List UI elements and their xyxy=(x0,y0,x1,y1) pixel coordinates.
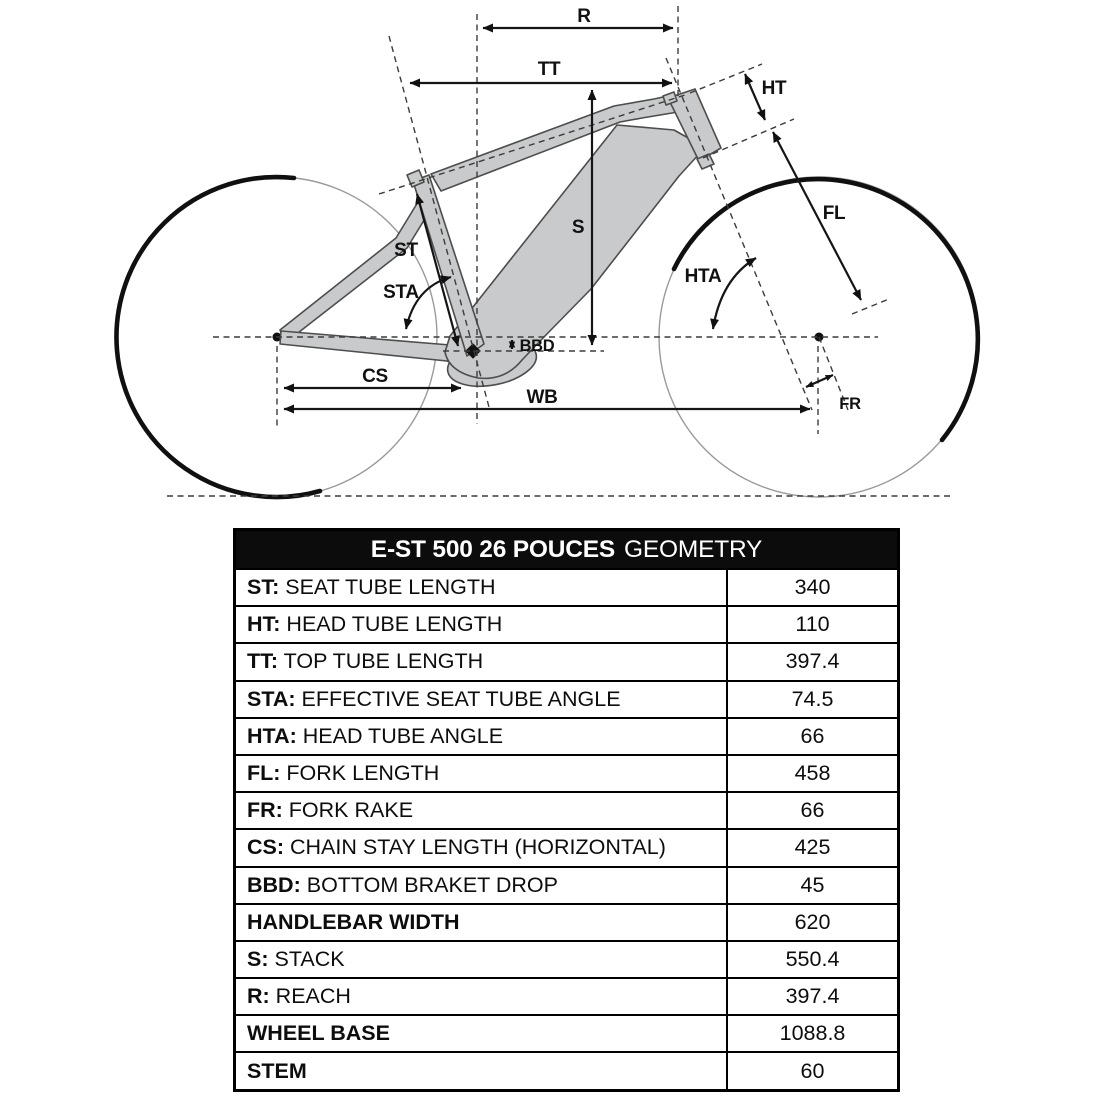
fork-rake-arrow xyxy=(806,375,833,387)
spec-label xyxy=(236,719,726,754)
spec-label-text: TOP TUBE LENGTH xyxy=(278,649,484,674)
spec-label-text: STACK xyxy=(268,946,345,971)
table-row xyxy=(236,903,897,940)
spec-label-text: FORK RAKE xyxy=(282,798,414,823)
spec-label-code: TT: xyxy=(247,649,279,674)
geometry-table xyxy=(233,528,900,1092)
spec-label-text: BOTTOM BRAKET DROP xyxy=(300,872,558,897)
label-wheel-base: WB xyxy=(526,387,558,408)
spec-label-code: S: xyxy=(247,946,269,971)
spec-value: 110 xyxy=(726,607,897,642)
spec-label-code: FL: xyxy=(247,761,281,786)
spec-label-text: CHAIN STAY LENGTH (HORIZONTAL) xyxy=(284,835,666,860)
label-fork-rake: FR xyxy=(839,395,861,413)
spec-label-code: HT: xyxy=(247,612,281,637)
spec-label xyxy=(236,1053,726,1088)
spec-label xyxy=(236,830,726,865)
table-row xyxy=(236,791,897,828)
spec-value: 620 xyxy=(726,905,897,940)
label-chain-stay: CS xyxy=(362,366,388,387)
table-row xyxy=(236,605,897,642)
spec-label-text: FORK LENGTH xyxy=(280,761,440,786)
spec-label xyxy=(236,644,726,679)
spec-label-code: HANDLEBAR WIDTH xyxy=(247,909,460,934)
spec-label-text: EFFECTIVE SEAT TUBE ANGLE xyxy=(295,686,621,711)
spec-value: 60 xyxy=(726,1053,897,1088)
spec-value: 397.4 xyxy=(726,644,897,679)
spec-label-text: SEAT TUBE LENGTH xyxy=(279,575,496,600)
label-seat-tube: ST xyxy=(394,240,418,261)
table-row xyxy=(236,1051,897,1088)
label-fork-length: FL xyxy=(822,203,846,224)
spec-value: 66 xyxy=(726,719,897,754)
table-row xyxy=(236,717,897,754)
table-title xyxy=(236,531,897,568)
spec-label xyxy=(236,793,726,828)
table-row xyxy=(236,866,897,903)
spec-label xyxy=(236,756,726,791)
table-title-suffix: GEOMETRY xyxy=(624,535,763,563)
bike-geometry-diagram xyxy=(0,0,1100,525)
spec-label xyxy=(236,682,726,717)
spec-label-code: HTA: xyxy=(247,723,297,748)
table-row xyxy=(236,754,897,791)
spec-label-code: WHEEL BASE xyxy=(247,1021,390,1046)
label-top-tube: TT xyxy=(537,59,561,80)
fork-end-tick xyxy=(852,299,889,314)
spec-value: 458 xyxy=(726,756,897,791)
spec-label xyxy=(236,905,726,940)
label-head-angle: HTA xyxy=(684,266,722,287)
seat-stays xyxy=(280,197,434,343)
spec-label-code: FR: xyxy=(247,798,283,823)
seat-tube xyxy=(413,175,484,356)
spec-label-code: BBD: xyxy=(247,872,301,897)
spec-value: 45 xyxy=(726,868,897,903)
label-head-tube: HT xyxy=(761,78,787,99)
spec-value: 550.4 xyxy=(726,942,897,977)
spec-label xyxy=(236,1016,726,1051)
bike-frame xyxy=(280,89,721,393)
table-row xyxy=(236,568,897,605)
spec-label-code: STEM xyxy=(247,1058,307,1083)
table-row xyxy=(236,680,897,717)
spec-value: 397.4 xyxy=(726,979,897,1014)
spec-label xyxy=(236,942,726,977)
spec-label-text: HEAD TUBE LENGTH xyxy=(280,612,503,637)
fork-length-arrow xyxy=(773,132,861,300)
spec-label-code: CS: xyxy=(247,835,285,860)
spec-value: 340 xyxy=(726,570,897,605)
label-bb-drop: BBD xyxy=(519,337,555,355)
spec-label xyxy=(236,979,726,1014)
label-stack: S xyxy=(571,217,585,238)
table-row xyxy=(236,1014,897,1051)
table-row xyxy=(236,977,897,1014)
spec-label xyxy=(236,607,726,642)
table-row xyxy=(236,828,897,865)
table-row xyxy=(236,940,897,977)
spec-label xyxy=(236,868,726,903)
table-row xyxy=(236,642,897,679)
spec-value: 425 xyxy=(726,830,897,865)
spec-label-text: REACH xyxy=(269,984,351,1009)
table-rows xyxy=(236,568,897,1089)
spec-label-code: R: xyxy=(247,984,270,1009)
table-title-model: E-ST 500 26 POUCES xyxy=(370,535,616,563)
spec-label xyxy=(236,570,726,605)
steering-axis xyxy=(666,58,812,410)
spec-value: 1088.8 xyxy=(726,1016,897,1051)
spec-value: 74.5 xyxy=(726,682,897,717)
label-reach: R xyxy=(577,6,591,27)
spec-label-code: STA: xyxy=(247,686,296,711)
spec-value: 66 xyxy=(726,793,897,828)
spec-label-code: ST: xyxy=(247,575,280,600)
label-seat-angle: STA xyxy=(383,282,419,303)
spec-label-text: HEAD TUBE ANGLE xyxy=(296,723,504,748)
